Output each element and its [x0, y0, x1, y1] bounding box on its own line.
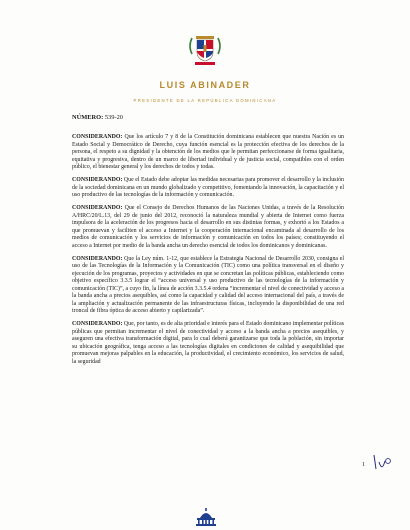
paragraph	[72, 321, 344, 366]
paragraph-text: Que el Estado debe adoptar las medidas necesarias para promover el desarrollo y la inclusión de la sociedad dominicana en un mundo globalizado y competitivo, fomentando la innovación, la capacitación y el uso productivo de las tecnologías de la información y comunicación.	[72, 177, 344, 199]
signatory-name: LUIS ABINADER	[159, 80, 251, 90]
page-number: 1	[362, 462, 365, 468]
number-label: NÚMERO:	[72, 114, 104, 121]
document-body	[72, 134, 344, 372]
coat-of-arms-icon	[186, 32, 224, 66]
handwritten-initials-icon	[370, 452, 392, 474]
paragraph-lead: CONSIDERANDO:	[72, 134, 123, 140]
paragraph-lead: CONSIDERANDO:	[72, 255, 123, 262]
paragraph-text: Que la Ley núm. 1-12, que establece la Estrategia Nacional de Desarrollo 2030, consigna el uso de las Tecnologías de la Información y la Comunicación (TIC) como una política transversal en el diseño y ejecución de los programas, proyectos y actividades en que se concretan las políticas públicas, estableciendo como objetivo específico 3.3.5 lograr el “acceso universal y uso productivo de las tecnologías de la información y comunicación (TIC)”, a cuyo fin, la línea de acción 3.3.5.4 ordena “incrementar el nivel de conectividad y acceso a la banda ancha a precios asequibles, así como la capacidad y calidad del acceso internacional del país, a través de la ampliación y actualización permanente de las infraestructuras físicas, incluyendo la disponibilidad de una red troncal de fibra óptica de acceso abierto y capilarizada”.	[72, 255, 344, 315]
paragraph-text: Que el Consejo de Derechos Humanos de las Naciones Unidas, a través de la Resolución A/HRC/20/L.13, del 29 de junio del 2012, reconoció la naturaleza mundial y abierta de Internet como fuerza impulsora de la aceleración de los progresos hacia el desarrollo en sus distintas formas, y exhortó a los Estados a que promuevan y faciliten el acceso a Internet y la cooperación internacional encaminada al desarrollo de los medios de comunicación y los servicios de información y comunicación en todos los países; constituyendo el acceso a Internet por medio de la banda ancha un derecho esencial de todos los dominicanos y dominicanas.	[72, 205, 344, 249]
paragraph-lead: CONSIDERANDO:	[72, 177, 123, 184]
paragraph	[72, 177, 344, 200]
paragraph-lead: CONSIDERANDO:	[72, 321, 123, 328]
paragraph-text: Que, por tanto, es de alta prioridad e interés para el Estado dominicano implementar políticas públicas que permitan incrementar el nivel de conectividad y acceso a la banda ancha a precios asequibles, y aseguren una efectiva transformación digital, para lo cual deberá garantizarse que toda la población, sin importar su ubicación geográfica, tenga acceso a las tecnologías digitales en condiciones de calidad y asequibilidad que promuevan mejoras palpables en la educación, la productividad, el crecimiento económico, los servicios de salud, la seguridad	[72, 321, 344, 365]
paragraph	[72, 205, 344, 250]
paragraph	[72, 256, 344, 316]
paragraph-text: Que los artículo 7 y 8 de la Constitución dominicana establecen que nuestra Nación es un Estado Social y Democrático de Derecho, cuya función esencial es la protección efectiva de los derechos de la persona, el respeto a su dignidad y la obtención de los medios que le permitan perfeccionarse de forma igualitaria, equitativa y progresiva, dentro de un marco de libertad individual y de justicia social, compatibles con el orden público, el bienestar general y los derechos de todos y todas.	[72, 134, 344, 170]
footer-building-icon	[194, 507, 218, 527]
signatory-title: PRESIDENTE DE LA REPÚBLICA DOMINICANA	[133, 98, 277, 103]
paragraph	[72, 134, 344, 172]
number-value: 539-20	[104, 114, 123, 121]
paragraph-lead: CONSIDERANDO:	[72, 205, 123, 212]
document-number	[72, 114, 123, 121]
